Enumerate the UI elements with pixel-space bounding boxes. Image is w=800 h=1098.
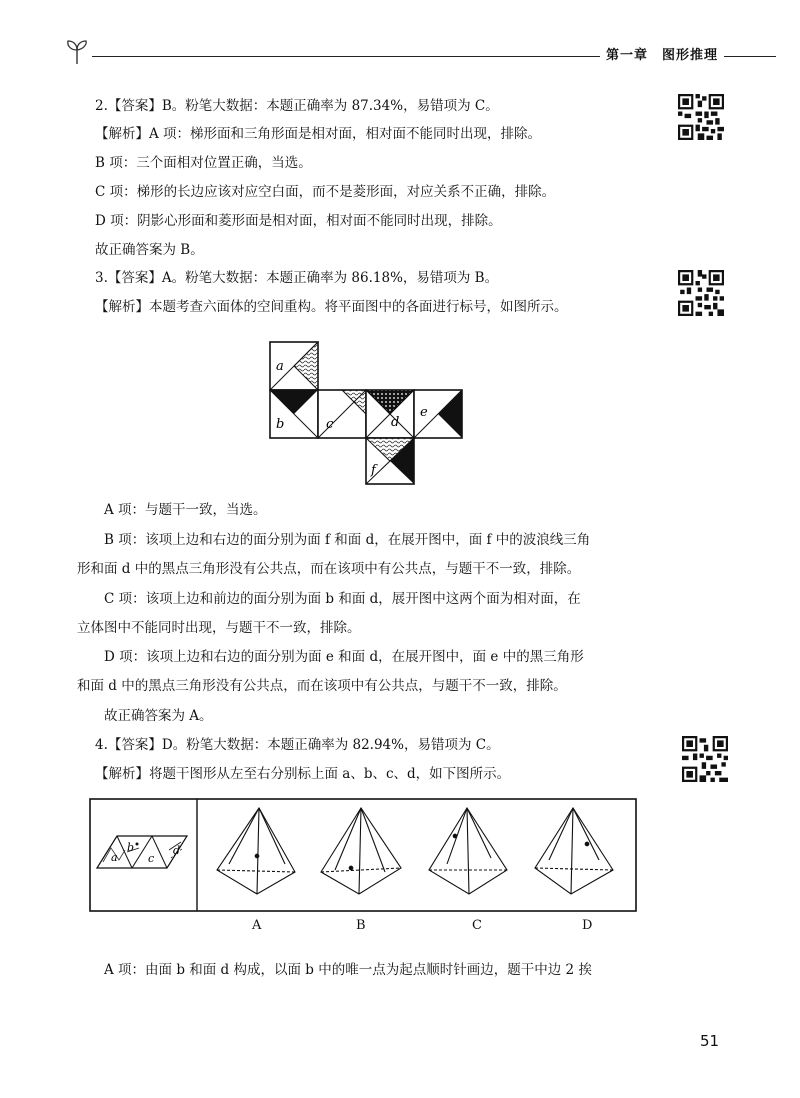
option-d-label: D	[582, 918, 593, 933]
q4-answer-line: 4.【答案】D。粉笔大数据：本题正确率为 82.94%，易错项为 C。	[95, 737, 500, 753]
net-label-a: a	[111, 851, 118, 864]
option-a-label: A	[252, 918, 262, 933]
q3-option-d-line2: 和面 d 中的黑点三角形没有公共点，而在该项中有公共点，与题干不一致，排除。	[77, 678, 567, 694]
q4-analysis-line: 【解析】将题干图形从左至右分别标上面 a、b、c、d，如下图所示。	[95, 766, 511, 782]
net-label-b: b	[276, 417, 285, 432]
option-c-label: C	[472, 918, 482, 933]
q3-option-b-line2: 形和面 d 中的黑点三角形没有公共点，而在该项中有公共点，与题干不一致，排除。	[77, 561, 581, 577]
cube-net-figure	[268, 340, 468, 486]
net-label-e: e	[420, 405, 428, 420]
net-label-c: c	[326, 417, 334, 432]
net-label-d: d	[173, 844, 181, 857]
q3-option-c-line2: 立体图中不能同时出现，与题干不一致，排除。	[77, 620, 361, 636]
q2-answer-line: 2.【答案】B。粉笔大数据：本题正确率为 87.34%，易错项为 C。	[95, 98, 499, 114]
net-label-c: c	[148, 852, 155, 865]
q3-option-b-line1: B 项：该项上边和右边的面分别为面 f 和面 d，在展开图中，面 f 中的波浪线三角	[104, 532, 591, 548]
net-face-d	[366, 390, 414, 438]
q2-option-b: B 项：三个面相对位置正确，当选。	[95, 155, 312, 171]
net-label-f: f	[371, 463, 376, 478]
q3-option-d-line1: D 项：该项上边和右边的面分别为面 e 和面 d，在展开图中，面 e 中的黑三角形	[104, 649, 584, 665]
q2-option-c: C 项：梯形的长边应该对应空白面，而不是菱形面，对应关系不正确，排除。	[95, 184, 556, 200]
chapter-title: 第一章 图形推理	[600, 44, 724, 63]
tetrahedron-figure	[89, 798, 637, 912]
q2-conclusion: 故正确答案为 B。	[95, 242, 204, 258]
page-header	[0, 0, 800, 70]
leaf-icon	[62, 38, 92, 68]
q3-option-c-line1: C 项：该项上边和前边的面分别为面 b 和面 d，展开图中这两个面为相对面，在	[104, 591, 581, 607]
option-b-label: B	[356, 918, 366, 933]
page-number: 51	[700, 1032, 720, 1050]
net-label-d: d	[391, 415, 400, 430]
net-label-a: a	[276, 359, 284, 374]
q3-answer-line: 3.【答案】A。粉笔大数据：本题正确率为 86.18%，易错项为 B。	[95, 270, 499, 286]
qr-code-icon	[678, 270, 724, 316]
q3-analysis-line: 【解析】本题考查六面体的空间重构。将平面图中的各面进行标号，如图所示。	[95, 299, 568, 315]
q3-option-a: A 项：与题干一致，当选。	[104, 502, 267, 518]
qr-code-icon	[678, 94, 724, 140]
net-label-b: b	[127, 841, 135, 854]
q3-conclusion: 故正确答案为 A。	[104, 708, 213, 724]
q2-analysis-line: 【解析】A 项：梯形面和三角形面是相对面，相对面不能同时出现，排除。	[95, 126, 542, 142]
q4-option-a: A 项：由面 b 和面 d 构成，以面 b 中的唯一点为起点顺时针画边，题干中边 2 挨	[104, 962, 592, 978]
qr-code-icon	[682, 736, 728, 782]
q2-option-d: D 项：阴影心形面和菱形面是相对面，相对面不能同时出现，排除。	[95, 213, 502, 229]
